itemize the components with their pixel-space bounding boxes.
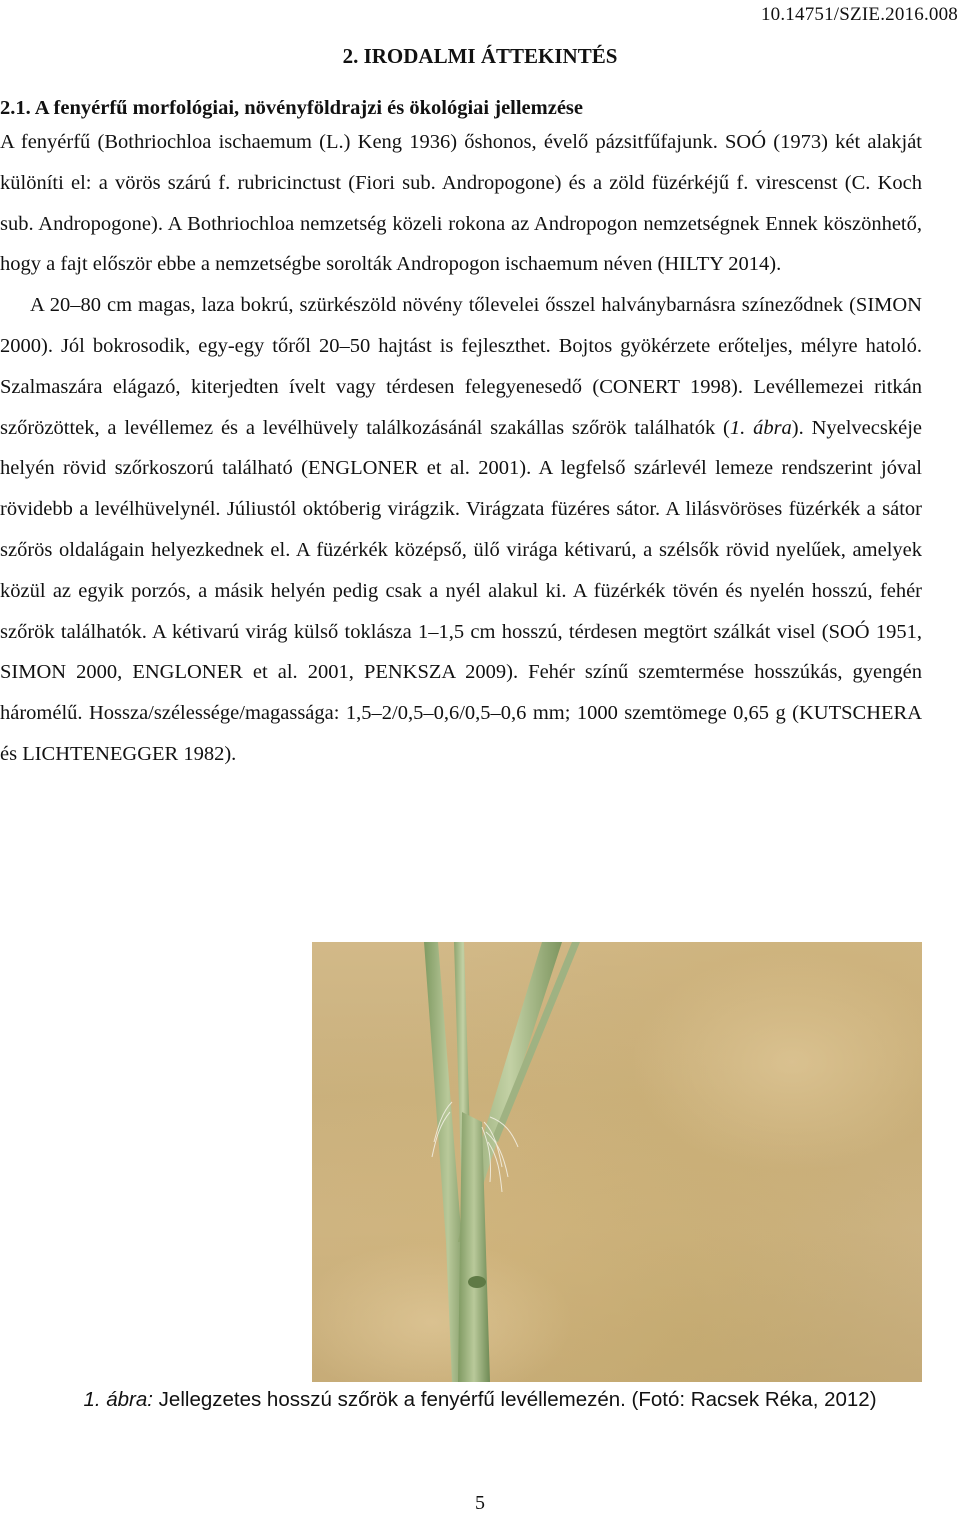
paragraph-1: A fenyérfű (Bothriochloa ischaemum (L.) Keng 1936) őshonos, évelő pázsitfűfajunk. SOÓ (1973) két alakját különíti el: a vörös szárú f. rubricinctust (Fiori sub. Andropogone) és a zöld füzérkéjű f. virescenst (C. Koch sub. Andropogone). A Bothriochloa nemzetség közeli rokona az Andropogon nemzetségnek Ennek köszönhető, hogy a fajt először ebbe a nemzetségbe sorolták Andropogon ischaemum néven (HILTY 2014). [0, 131, 922, 276]
section-heading: 2.1. A fenyérfű morfológiai, növényföldrajzi és ökológiai jellemzése [0, 97, 584, 119]
figure-caption-label: 1. ábra: [83, 1388, 153, 1411]
figure-caption-text: Jellegzetes hosszú szőrök a fenyérfű levéllemezén. (Fotó: Racsek Réka, 2012) [152, 1388, 877, 1411]
doi-header: 10.14751/SZIE.2016.008 [760, 4, 958, 25]
figure-photo [312, 942, 922, 1382]
chapter-title [0, 44, 960, 69]
figure-caption [0, 1388, 960, 1412]
background-blur-highlight [632, 952, 922, 1172]
grass-photo-illustration [312, 942, 922, 1382]
paragraph-2-part-b: ). Nyelvecskéje helyén rövid szőrkoszorú található (ENGLONER et al. 2001). A legfelső szárlevél lemeze rendszerint jóval rövidebb a levélhüvelynél. Júliustól októberig virágzik. Virágzata füzéres sátor. A lilásvöröses füzérkék a sátor szőrös oldalágain helyezkednek el. A füzérkék középső, ülő virága kétivarú, a szélsők rövid nyelűek, amelyek közül az egyik porzós, a másik helyén pedig csak a nyél alakul ki. A füzérkék tövén és nyelén hosszú, fehér szőrök találhatók. A kétivarú virág külső toklásza 1–1,5 cm hosszú, térdesen megtört szálkát visel (SOÓ 1951, SIMON 2000, ENGLONER et al. 2001, PENKSZA 2009). Fehér színű szemtermése hosszúkás, gyengén háromélű. Hossza/szélessége/magassága: 1,5–2/0,5–0,6/0,5–0,6 mm; 1000 szemtömege 0,65 g (KUTSCHERA és LICHTENEGGER 1982). [0, 416, 922, 765]
page-number: 5 [475, 1492, 485, 1514]
background-blur-highlight [312, 1242, 572, 1382]
body-text [0, 94, 922, 775]
chapter-title-text: 2. IRODALMI ÁTTEKINTÉS [342, 44, 618, 68]
figure-reference: 1. ábra [729, 416, 792, 439]
paragraph-2 [0, 285, 922, 775]
stem-node [468, 1276, 486, 1288]
paragraph-2-part-a: A 20–80 cm magas, laza bokrú, szürkészöld növény tőlevelei ősszel halványbarnásra színeződnek (SIMON 2000). Jól bokrosodik, egy-egy tőről 20–50 hajtást is fejleszthet. Bojtos gyökérzete erőteljes, mélyre hatoló. Szalmaszára elágazó, kiterjedten ívelt vagy térdesen felegyenesedő (CONERT 1998). Levéllemezei ritkán szőrözöttek, a levéllemez és a levélhüvely találkozásánál szakállas szőrök találhatók ( [0, 294, 922, 439]
